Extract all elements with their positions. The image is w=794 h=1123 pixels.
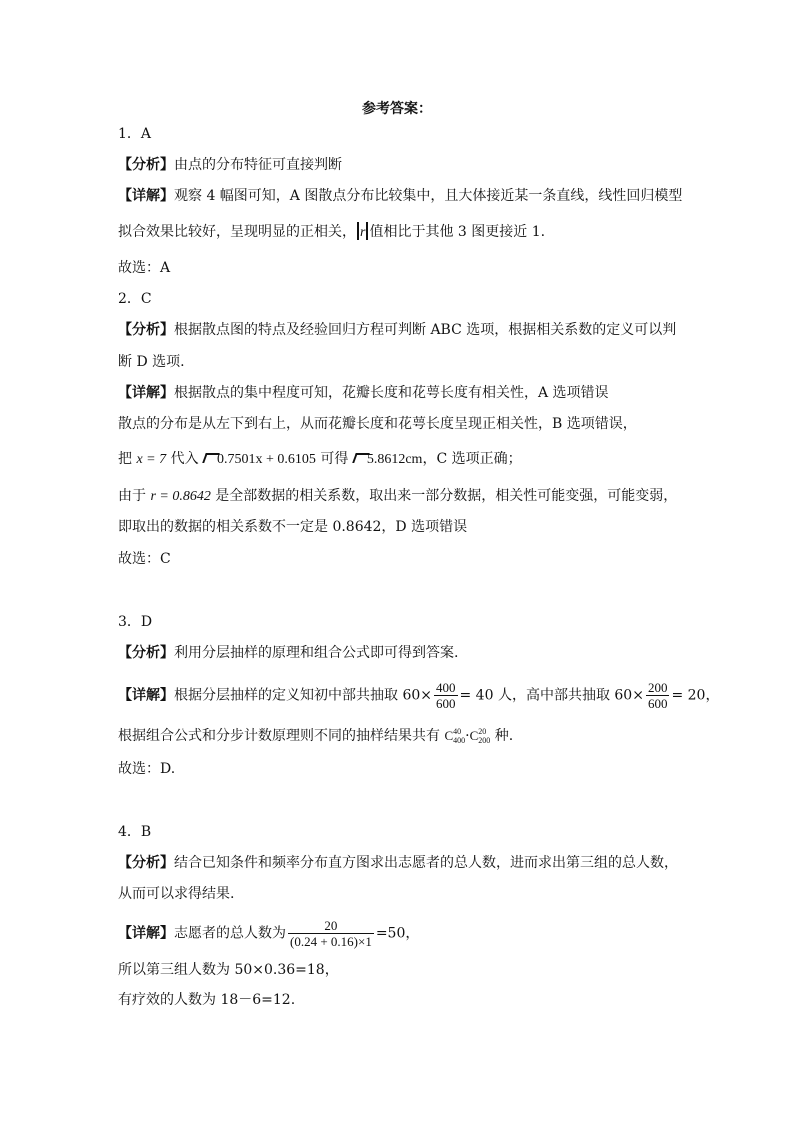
q4-detail-line-2: 所以第三组人数为 50×0.36=18， [118,962,339,978]
q4-analysis-line-2: 从而可以求得结果. [118,886,235,902]
fraction-denominator: (0.24 + 0.16)×1 [290,934,372,949]
q3-answer: 故选：D. [118,761,176,777]
fraction-200-600 [646,680,670,711]
fraction-denominator: 600 [647,696,668,711]
q2-detail-line-2: 散点的分布是从左下到右上，从而花瓣长度和花萼长度呈现正相关性，B 选项错误， [118,416,637,432]
fraction-denominator: 600 [436,696,456,711]
comb-base: C [444,728,454,743]
detail-text: 可得 [315,451,353,467]
detail-text: 拟合效果比较好，呈现明显的正相关， [118,224,356,240]
analysis-text: 由点的分布特征可直接判断 [174,157,342,173]
detail-text: 由于 [118,488,151,504]
analysis-tag: 【分析】 [118,855,174,871]
q2-analysis-line-1 [118,320,676,340]
abs-bar-left [357,222,359,240]
fraction-numerator: 400 [436,680,456,695]
detail-text: =50， [375,925,420,942]
analysis-text: 根据散点图的特点及经验回归方程可判断 ABC 选项，根据相关系数的定义可以判 [174,322,677,338]
q3-analysis [118,643,458,663]
detail-text: 把 [118,451,137,467]
detail-tag: 【详解】 [118,188,174,204]
combination-1 [444,728,465,743]
detail-text: 根据分层抽样的定义知初中部共抽取 60× [174,687,432,704]
q1-analysis [118,155,342,175]
q3-detail-line-2 [118,722,513,751]
q2-answer: 故选：C [118,551,171,567]
math-expression: r = 0.8642 [150,489,211,504]
q4-detail-line-1 [118,918,419,949]
comb-sup: 20 [478,727,487,736]
math-expression: 5.8612cm [366,452,423,467]
q3-detail-line-1 [118,680,719,711]
analysis-text: 利用分层抽样的原理和组合公式即可得到答案. [174,645,459,661]
fraction-400-600 [434,680,458,711]
q2-analysis-line-2: 断 D 选项. [118,354,185,370]
detail-text: = 20， [671,687,720,704]
detail-tag: 【详解】 [118,687,174,704]
q2-detail-line-3 [118,449,522,470]
q1-number: 1．A [118,126,152,142]
analysis-tag: 【分析】 [118,157,174,173]
q4-number: 4．B [118,824,152,840]
math-expression: 0.7501x + 0.6105 [217,452,316,467]
multiply-dot: · [465,728,470,744]
detail-text: = 40 人，高中部共抽取 60× [459,687,644,704]
q3-number: 3．D [118,614,153,630]
q1-detail-line-2 [118,222,545,243]
q1-detail-line-1 [118,186,682,206]
detail-text: ，C 选项正确； [422,451,522,467]
detail-text: 是全部数据的相关系数，取出来一部分数据，相关性可能变强，可能变弱， [210,488,678,504]
r-symbol: r [360,225,366,240]
detail-text: 观察 4 幅图可知，A 图散点分布比较集中，且大体接近某一条直线，线性回归模型 [174,188,683,204]
detail-text: 代入 [166,451,204,467]
detail-tag: 【详解】 [118,385,174,401]
comb-sup: 40 [453,727,462,736]
comb-sub: 400 [453,736,466,745]
analysis-tag: 【分析】 [118,322,174,338]
q2-detail-line-5: 即取出的数据的相关系数不一定是 0.8642，D 选项错误 [118,519,468,535]
q4-analysis-line-1 [118,853,678,873]
y-hat-icon [353,451,367,465]
q2-detail-line-1 [118,383,609,403]
detail-text: 根据散点的集中程度可知，花瓣长度和花萼长度有相关性，A 选项错误 [174,385,609,401]
analysis-text: 结合已知条件和频率分布直方图求出志愿者的总人数，进而求出第三组的总人数， [174,855,678,871]
detail-text: 值相比于其他 3 图更接近 1. [369,224,546,240]
q1-answer: 故选：A [118,260,171,276]
q2-detail-line-4 [118,486,677,507]
fraction-total [288,918,374,949]
detail-text: 根据组合公式和分步计数原理则不同的抽样结果共有 [118,728,445,744]
q2-number: 2．C [118,291,152,307]
math-expression: x = 7 [136,452,167,467]
detail-tag: 【详解】 [118,925,174,942]
detail-text: 志愿者的总人数为 [174,925,286,942]
comb-base: C [469,728,479,743]
page-title: 参考答案： [362,101,432,117]
fraction-numerator: 20 [288,918,374,934]
q4-detail-line-3: 有疗效的人数为 18－6=12. [118,992,296,1008]
combination-2 [470,728,491,743]
y-hat-icon [203,451,217,465]
analysis-tag: 【分析】 [118,645,174,661]
comb-sub: 200 [478,736,491,745]
detail-text: 种. [490,728,514,744]
fraction-numerator: 200 [647,680,668,695]
